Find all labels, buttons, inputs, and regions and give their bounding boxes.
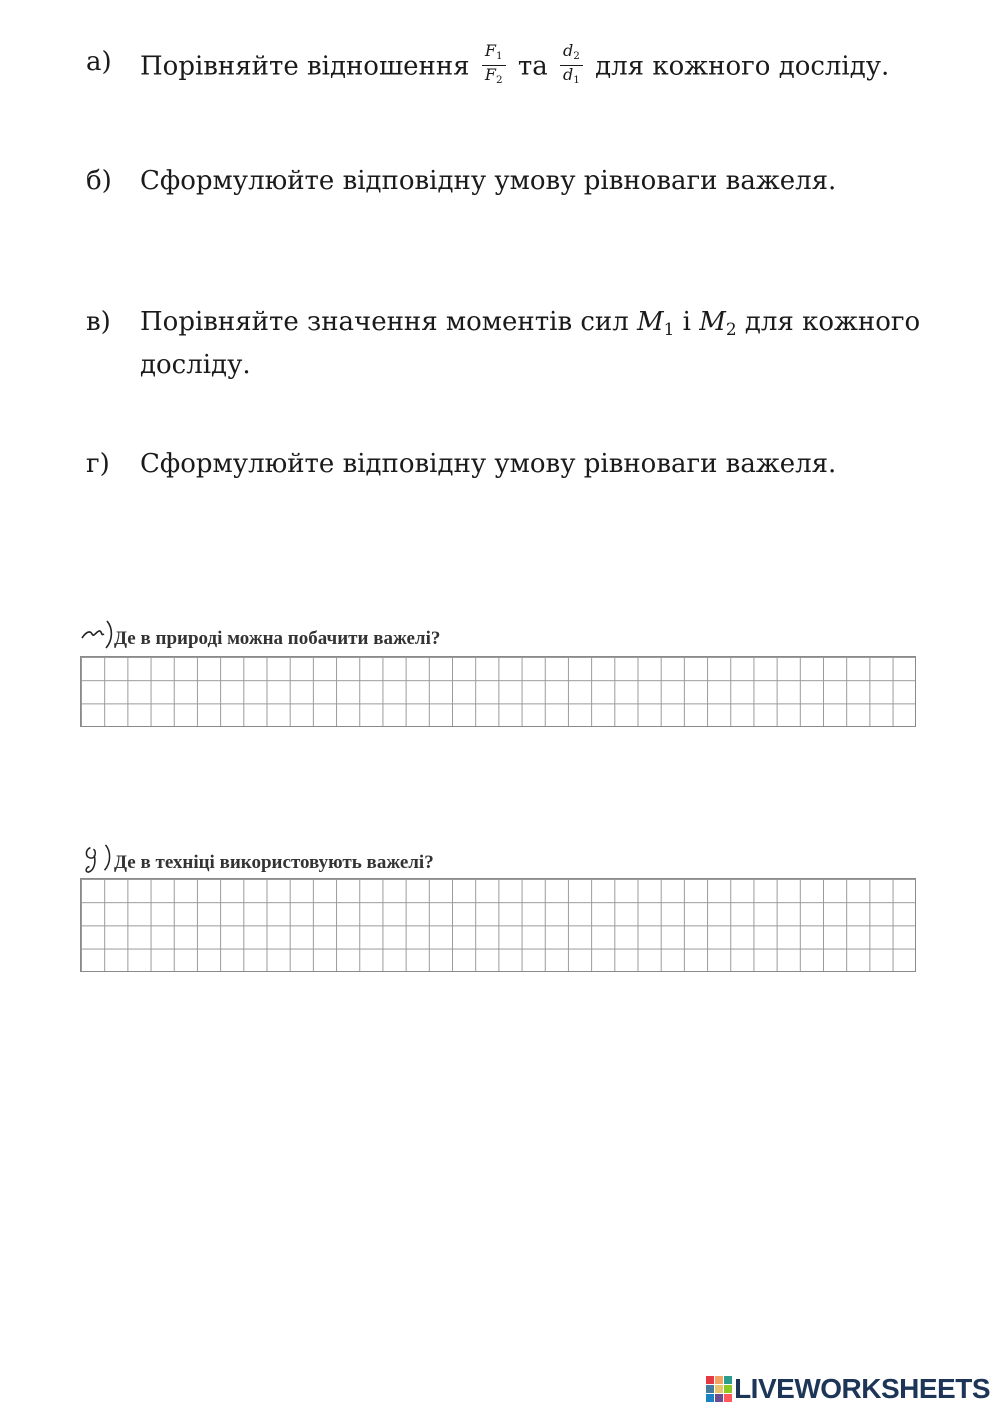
- fraction-f1-f2: $\frac{F_1}{F_2}$: [482, 42, 506, 89]
- fill-question-text: Де в природі можна побачити важелі?: [114, 628, 441, 649]
- question-g: [86, 446, 946, 482]
- question-text: Порівняйте значення моментів сил $M_1$ і $M_2$ для кожного досліду.: [140, 307, 921, 381]
- question-label: в): [86, 307, 111, 337]
- question-label: б): [86, 166, 112, 196]
- fraction-d2-d1: $\frac{d_2}{d_1}$: [560, 42, 583, 89]
- question-text: Порівняйте відношення $\frac{F_1}{F_2}$ та $\frac{d_2}{d_1}$ для кожного досліду.: [140, 44, 946, 91]
- answer-grid-nature[interactable]: [80, 656, 916, 727]
- fill-question-tech: [80, 842, 434, 874]
- handwritten-mark-icon: [80, 618, 114, 650]
- liveworksheets-logo-icon: [706, 1376, 732, 1402]
- handwritten-mark-icon: [80, 842, 114, 874]
- question-text: Сформулюйте відповідну умову рівноваги важеля.: [140, 166, 837, 196]
- logo-text: LIVEWORKSHEETS: [734, 1373, 990, 1404]
- answer-grid-tech[interactable]: [80, 878, 916, 972]
- question-text: Сформулюйте відповідну умову рівноваги важеля.: [140, 449, 837, 479]
- fill-question-nature: [80, 618, 440, 650]
- question-label: а): [86, 47, 112, 77]
- question-b: [86, 163, 946, 199]
- question-a: [86, 41, 946, 91]
- question-v: [86, 304, 946, 383]
- fill-question-text: Де в техніці використовують важелі?: [114, 852, 434, 873]
- question-label: г): [86, 449, 110, 479]
- liveworksheets-logo: [706, 1373, 990, 1405]
